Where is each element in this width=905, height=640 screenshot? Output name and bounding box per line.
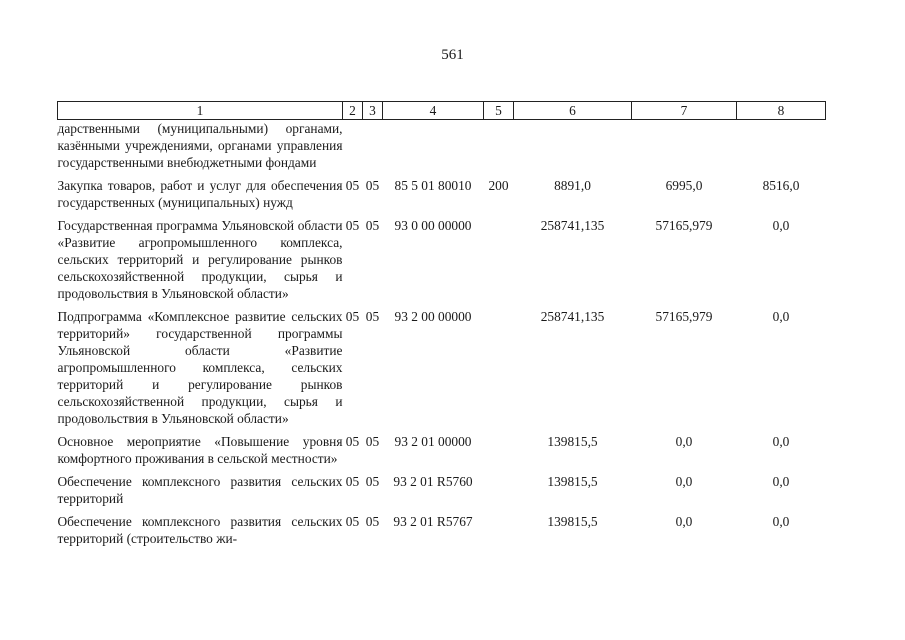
row-value-col6: 258741,135 [540, 309, 605, 324]
row-value-col7: 0,0 [675, 434, 693, 449]
table-header-row [58, 102, 826, 120]
page-number: 561 [441, 47, 464, 63]
row-section: 05 [345, 178, 360, 193]
column-header: 3 [363, 102, 383, 120]
table-row [58, 473, 826, 513]
row-subsection: 05 [365, 309, 380, 324]
column-header: 4 [383, 102, 484, 120]
row-expense-type [484, 513, 514, 553]
row-subsection: 05 [365, 178, 380, 193]
row-value-col6: 139815,5 [547, 474, 598, 489]
column-header: 7 [632, 102, 737, 120]
row-value-col7: 0,0 [675, 514, 693, 529]
column-header: 5 [484, 102, 514, 120]
row-expense-type [484, 473, 514, 513]
row-section [343, 120, 363, 178]
row-section: 05 [345, 434, 360, 449]
row-name: Обеспечение комплексного развития сельских территорий (строительство жи- [57, 514, 343, 546]
row-target-code: 93 2 00 00000 [394, 309, 472, 324]
row-value-col6: 8891,0 [554, 178, 591, 193]
row-section: 05 [345, 218, 360, 233]
row-target-code [383, 120, 484, 178]
row-section: 05 [345, 309, 360, 324]
row-target-code: 93 2 01 R5767 [393, 514, 473, 529]
row-name: Подпрограмма «Комплексное развитие сельских территорий» государственной программы Ульяновской области «Развитие агропромышленного комплекса, сельских территорий и регулирование рынков сельскохозяйственной продукции, сырья и продовольствия в Ульяновской области» [57, 309, 343, 426]
table-row [58, 177, 826, 217]
column-header: 8 [737, 102, 826, 120]
row-name: дарственными (муниципальными) органами, казёнными учреждениями, органами управления государственными внебюджетными фондами [57, 121, 343, 170]
table-row [58, 513, 826, 553]
row-expense-type [484, 308, 514, 433]
row-subsection: 05 [365, 434, 380, 449]
table-row [58, 433, 826, 473]
table-row [58, 120, 826, 178]
row-value-col8: 0,0 [772, 309, 790, 324]
row-value-col7: 57165,979 [655, 309, 713, 324]
row-target-code: 85 5 01 80010 [394, 178, 472, 193]
row-value-col7: 0,0 [675, 474, 693, 489]
row-value-col8: 0,0 [772, 218, 790, 233]
column-header: 6 [514, 102, 632, 120]
row-target-code: 93 2 01 R5760 [393, 474, 473, 489]
row-expense-type [484, 120, 514, 178]
row-target-code: 93 2 01 00000 [394, 434, 472, 449]
row-value-col7: 6995,0 [665, 178, 703, 193]
row-name: Государственная программа Ульяновской области «Развитие агропромышленного комплекса, сельских территорий и регулирование рынков сельскохозяйственной продукции, сырья и продовольствия в Ульяновской области» [57, 218, 343, 301]
column-header: 1 [58, 102, 343, 120]
row-subsection: 05 [365, 218, 380, 233]
row-value-col7 [632, 120, 737, 178]
row-section: 05 [345, 474, 360, 489]
row-name: Основное мероприятие «Повышение уровня комфортного проживания в сельской местности» [57, 434, 343, 466]
row-value-col6: 258741,135 [540, 218, 605, 233]
row-value-col8: 8516,0 [762, 178, 800, 193]
row-value-col8: 0,0 [772, 474, 790, 489]
row-value-col8: 0,0 [772, 434, 790, 449]
row-value-col8: 0,0 [772, 514, 790, 529]
row-expense-type [484, 433, 514, 473]
table-row [58, 217, 826, 308]
row-value-col7: 57165,979 [655, 218, 713, 233]
row-subsection: 05 [365, 514, 380, 529]
row-section: 05 [345, 514, 360, 529]
row-value-col6: 139815,5 [547, 434, 598, 449]
row-expense-type: 200 [488, 178, 509, 193]
row-value-col6 [514, 120, 632, 178]
row-target-code: 93 0 00 00000 [394, 218, 472, 233]
row-name: Обеспечение комплексного развития сельских территорий [57, 474, 343, 506]
row-value-col8 [737, 120, 826, 178]
budget-table [57, 101, 826, 553]
row-subsection: 05 [365, 474, 380, 489]
row-expense-type [484, 217, 514, 308]
row-value-col6: 139815,5 [547, 514, 598, 529]
row-subsection [363, 120, 383, 178]
column-header: 2 [343, 102, 363, 120]
row-name: Закупка товаров, работ и услуг для обеспечения государственных (муниципальных) нужд [57, 178, 343, 210]
table-row [58, 308, 826, 433]
